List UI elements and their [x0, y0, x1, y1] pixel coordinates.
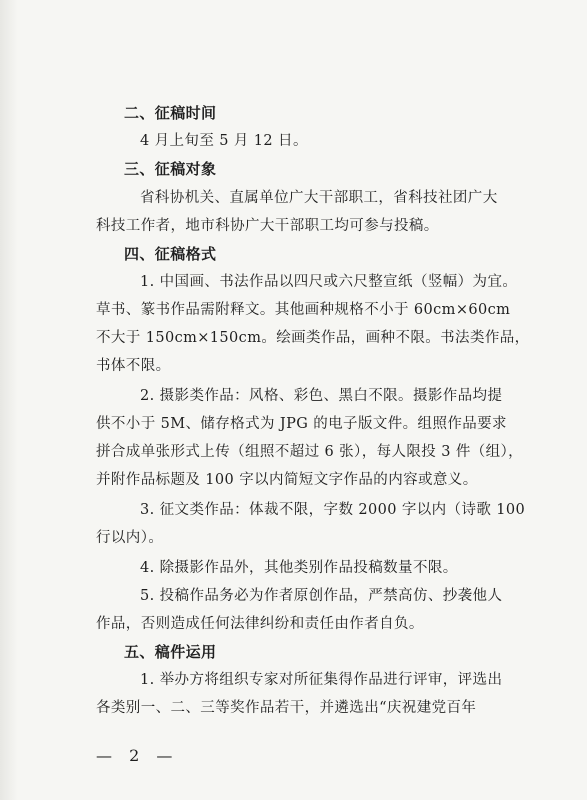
section-heading-target: 三、征稿对象 — [124, 160, 217, 178]
paragraph-line: 4 月上旬至 5 月 12 日。 — [140, 133, 308, 149]
paragraph-line: 供不小于 5M、储存格式为 JPG 的电子版文件。组照作品要求 — [96, 416, 507, 432]
section-heading-format: 四、征稿格式 — [124, 245, 217, 263]
section-heading-usage: 五、稿件运用 — [124, 643, 217, 661]
page-number: — 2 — — [96, 746, 179, 765]
paragraph-line: 不大于 150cm×150cm。绘画类作品，画种不限。书法类作品， — [96, 330, 530, 346]
paragraph-line: 并附作品标题及 100 字以内简短文字作品的内容或意义。 — [96, 472, 478, 488]
paragraph-line: 1. 中国画、书法作品以四尺或六尺整宣纸（竖幅）为宜。 — [140, 274, 518, 290]
paragraph-line: 拼合成单张形式上传（组照不超过 6 张），每人限投 3 件（组）， — [96, 444, 524, 460]
paragraph-line: 各类别一、二、三等奖作品若干，并遴选出“庆祝建党百年 — [96, 700, 477, 716]
paragraph-line: 行以内）。 — [96, 530, 164, 546]
paragraph-line: 科技工作者，地市科协广大干部职工均可参与投稿。 — [96, 218, 439, 234]
paragraph-line: 1. 举办方将组织专家对所征集得作品进行评审，评选出 — [140, 672, 503, 688]
paragraph-line: 草书、篆书作品需附释文。其他画种规格不小于 60cm×60cm — [96, 302, 511, 318]
paragraph-line: 书体不限。 — [96, 358, 171, 374]
scan-edge-shadow — [0, 0, 18, 800]
paragraph-line: 4. 除摄影作品外，其他类别作品投稿数量不限。 — [140, 560, 458, 576]
paragraph-line: 3. 征文类作品：体裁不限，字数 2000 字以内（诗歌 100 — [140, 502, 526, 518]
paragraph-line: 作品，否则造成任何法律纠纷和责任由作者自负。 — [96, 616, 424, 632]
paragraph-line: 2. 摄影类作品：风格、彩色、黑白不限。摄影作品均提 — [140, 388, 503, 404]
paragraph-line: 5. 投稿作品务必为作者原创作品，严禁高仿、抄袭他人 — [140, 588, 503, 604]
paragraph-line: 省科协机关、直属单位广大干部职工，省科技社团广大 — [140, 190, 498, 206]
section-heading-time: 二、征稿时间 — [124, 104, 217, 122]
